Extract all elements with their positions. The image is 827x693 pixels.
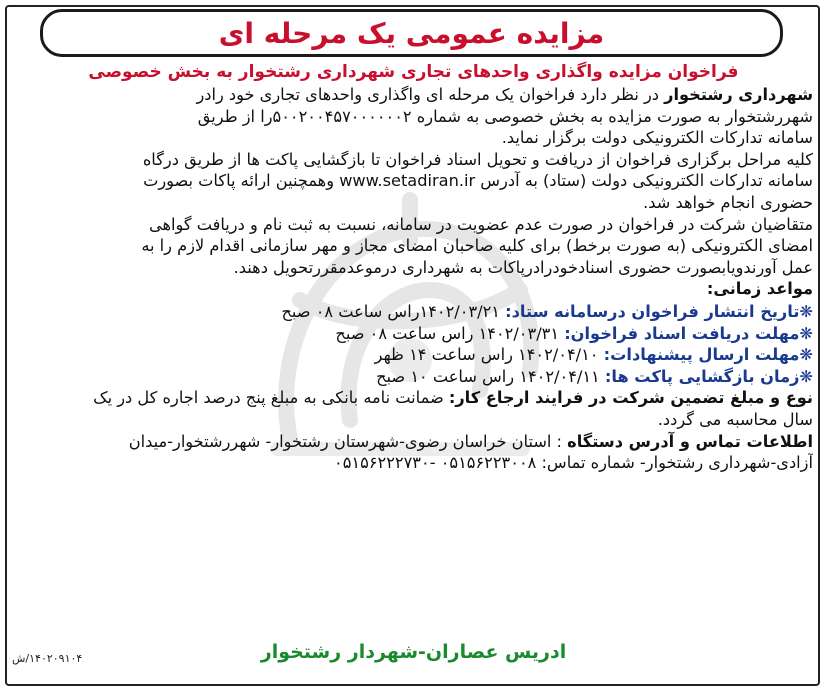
procedure-text-a: سامانه تدارکات الکترونیکی دولت (ستاد) به آدرس xyxy=(475,171,813,191)
paragraph-guarantee xyxy=(14,387,813,430)
paragraph-contact xyxy=(14,431,813,474)
schedule-value: ۱۴۰۲/۰۳/۲۱راس ساعت ۰۸ صبح xyxy=(281,301,500,321)
intro-text-1: در نظر دارد فراخوان یک مرحله ای واگذاری واحدهای تجاری خود رادر xyxy=(196,85,665,104)
schedule-label: تاریخ انتشار فراخوان درسامانه ستاد: xyxy=(505,301,800,321)
schedule-label: زمان بازگشایی پاکت ها: xyxy=(604,366,800,386)
guarantee-label: نوع و مبلغ تضمین شرکت در فرایند ارجاع کار: xyxy=(448,388,813,408)
applicants-line-3: عمل آورندویابصورت حضوری اسنادخودرادرپاکات به شهرداری درموعدمقررتحویل دهند. xyxy=(233,257,813,277)
schedule-item xyxy=(14,301,813,323)
schedule-value: ۱۴۰۲/۰۴/۱۰ راس ساعت ۱۴ ظهر xyxy=(374,345,599,365)
bullet-icon: ❋ xyxy=(799,301,813,321)
schedule-label: مهلت ارسال پیشنهادات: xyxy=(603,345,800,365)
title-banner xyxy=(40,9,783,57)
schedule-heading: مواعد زمانی: xyxy=(706,279,813,299)
website-link[interactable]: www.setadiran.ir xyxy=(339,171,476,191)
schedule-value: ۱۴۰۲/۰۳/۳۱ راس ساعت ۰۸ صبح xyxy=(335,323,560,343)
procedure-line-3: حضوری انجام خواهد شد. xyxy=(643,192,813,212)
schedule-item xyxy=(14,366,813,388)
notice-body xyxy=(14,84,813,474)
schedule-value: ۱۴۰۲/۰۴/۱۱ راس ساعت ۱۰ صبح xyxy=(376,366,600,386)
intro-line-2: شهررشتخوار به صورت مزایده به بخش خصوصی به شماره ۵۰۰۲۰۰۴۵۷۰۰۰۰۰۰۲را از طریق xyxy=(197,106,813,126)
intro-line-3: سامانه تدارکات الکترونیکی دولت برگزار نماید. xyxy=(501,128,813,148)
reference-number: ۱۴۰۲۰۹۱۰۴/ش xyxy=(12,652,83,665)
contact-line-2: آزادی-شهرداری رشتخوار- شماره تماس: ۰۵۱۵۶۲۲۳۰۰۸ -۰۵۱۵۶۲۲۲۷۳۰ xyxy=(334,453,813,473)
schedule-item xyxy=(14,323,813,345)
schedule-item xyxy=(14,344,813,366)
organization-name: شهرداری رشتخوار xyxy=(664,85,813,104)
guarantee-text-1: ضمانت نامه بانکی به مبلغ پنج درصد اجاره کل در یک xyxy=(93,388,449,408)
applicants-line-2: امضای الکترونیکی (به صورت برخط) برای کلیه صاحبان امضای مجاز و مهر سازمانی اقدام لازم را به xyxy=(141,236,813,256)
notice-title: مزایده عمومی یک مرحله ای xyxy=(218,16,605,50)
contact-text-1: : استان خراسان رضوی-شهرستان رشتخوار- شهررشتخوار-میدان xyxy=(128,431,568,451)
procedure-text-b: وهمچنین ارائه پاکات بصورت xyxy=(143,171,340,191)
applicants-line-1: متقاضیان شرکت در فراخوان در صورت عدم عضویت در سامانه، نسبت به ثبت نام و دریافت گواهی xyxy=(148,214,813,234)
procedure-line-2 xyxy=(14,170,813,192)
guarantee-line-1 xyxy=(14,387,813,409)
intro-line-1 xyxy=(14,84,813,106)
bullet-icon: ❋ xyxy=(799,366,813,386)
notice-subtitle: فراخوان مزایده واگذاری واحدهای تجاری شهرداری رشتخوار به بخش خصوصی xyxy=(88,62,739,82)
contact-label: اطلاعات تماس و آدرس دستگاه xyxy=(567,431,813,451)
guarantee-line-2: سال محاسبه می گردد. xyxy=(657,409,813,429)
procedure-line-1: کلیه مراحل برگزاری فراخوان از دریافت و تحویل اسناد فراخوان تا بازگشایی پاکت ها از طریق درگاه xyxy=(142,149,813,169)
schedule-list xyxy=(14,301,813,387)
paragraph-procedure xyxy=(14,149,813,214)
paragraph-intro xyxy=(14,84,813,149)
paragraph-applicants xyxy=(14,214,813,279)
bullet-icon: ❋ xyxy=(799,323,813,343)
contact-line-1 xyxy=(14,431,813,453)
bullet-icon: ❋ xyxy=(799,345,813,365)
signature-name: ادریس عصاران-شهردار رشتخوار xyxy=(260,641,567,663)
schedule-label: مهلت دریافت اسناد فراخوان: xyxy=(564,323,800,343)
